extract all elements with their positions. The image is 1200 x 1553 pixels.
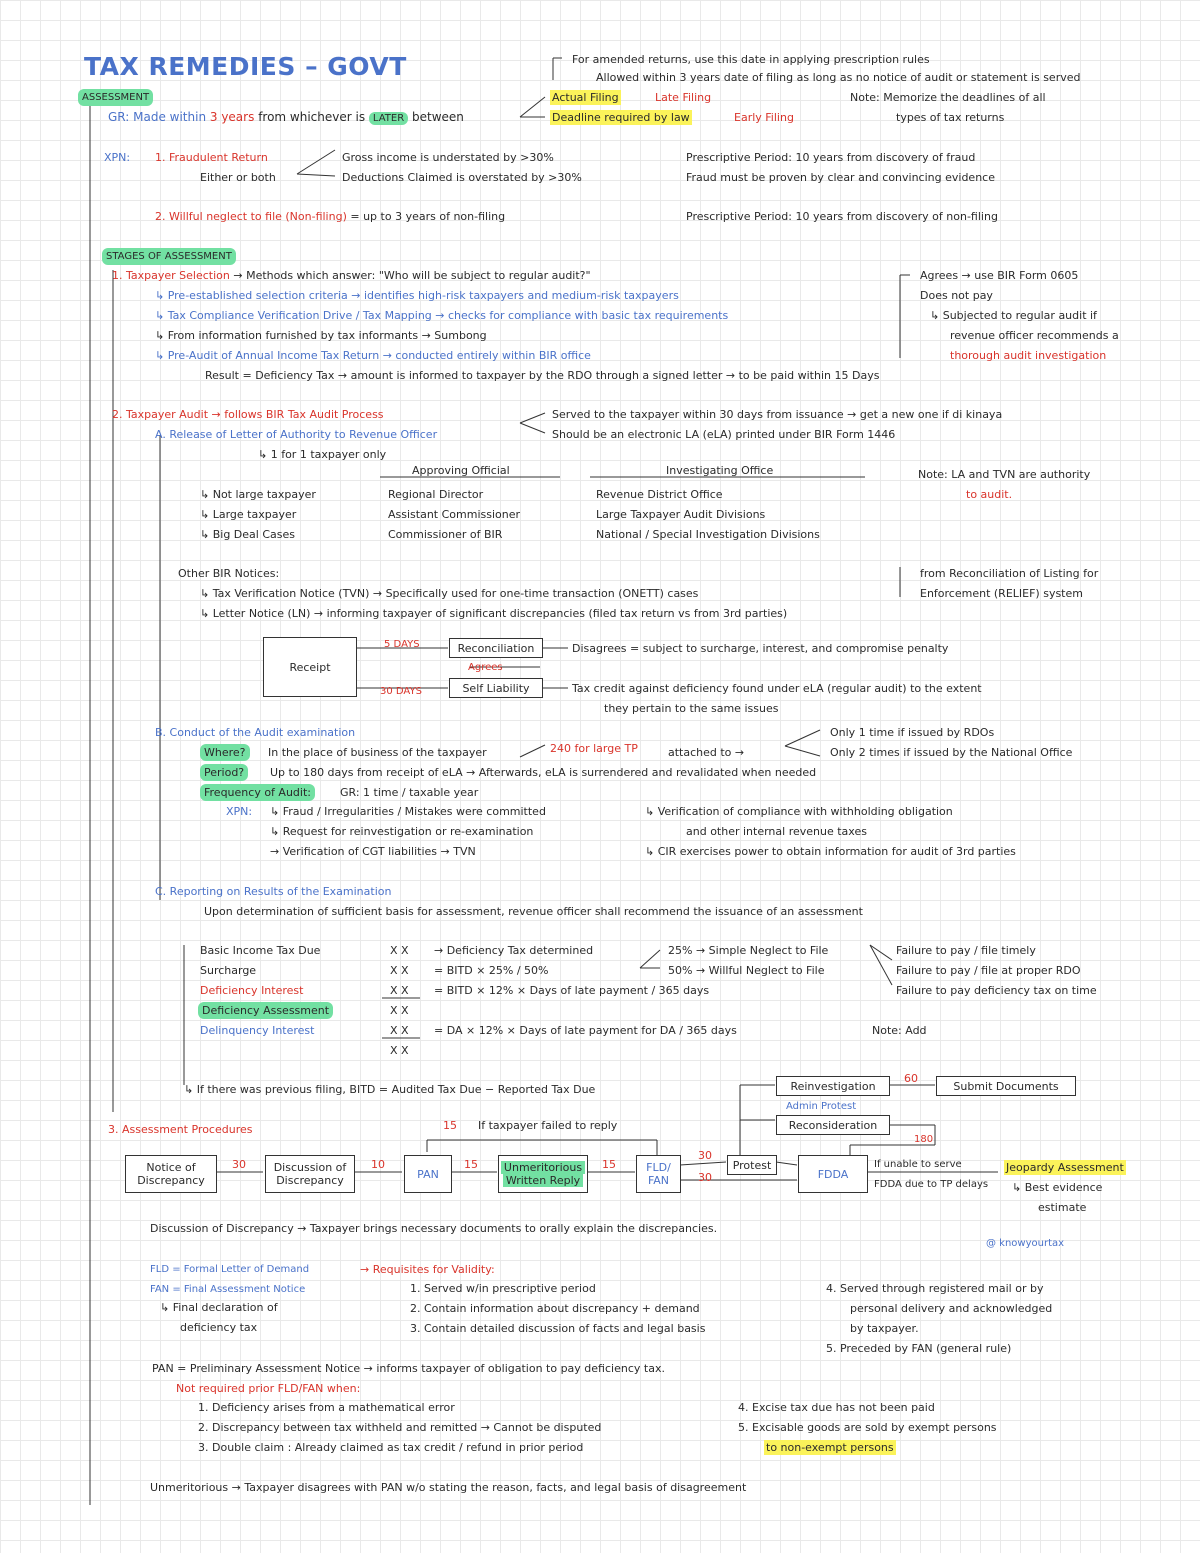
req-1: 1. Served w/in prescriptive period — [410, 1282, 596, 1295]
attached-to: attached to → — [668, 746, 745, 759]
one-for-one: ↳ 1 for 1 taxpayer only — [258, 448, 387, 461]
agrees-form: Agrees → use BIR Form 0605 — [920, 269, 1079, 282]
assessment-procedures: 3. Assessment Procedures — [108, 1123, 253, 1136]
thirty-days: 30 DAYS — [380, 686, 422, 697]
tax-credit-2: they pertain to the same issues — [604, 702, 779, 715]
req-4a: 4. Served through registered mail or by — [826, 1282, 1044, 1295]
page-title: TAX REMEDIES – GOVT — [84, 52, 407, 81]
unmeritorious-box: Unmeritorious Written Reply — [498, 1155, 588, 1193]
final-declaration-2: deficiency tax — [180, 1321, 258, 1334]
relief-1: from Reconciliation of Listing for — [920, 567, 1099, 580]
n60: 60 — [904, 1072, 918, 1085]
pan-box: PAN — [404, 1155, 452, 1193]
sur-formula: = BITD × 25% / 50% — [434, 964, 549, 977]
la-tvn-note: Note: LA and TVN are authority — [918, 468, 1091, 481]
stages-badge: STAGES OF ASSESSMENT — [102, 248, 236, 265]
row-2-office: National / Special Investigation Divisions — [596, 528, 820, 541]
xpn-label: XPN: — [104, 151, 131, 164]
xx-2: X X — [390, 964, 409, 977]
approving-official-header: Approving Official — [412, 464, 510, 477]
twice-national: Only 2 times if issued by the National Office — [830, 746, 1073, 759]
subjected-1: ↳ Subjected to regular audit if — [930, 309, 1097, 322]
disagrees: Disagrees = subject to surcharge, interest, and compromise penalty — [572, 642, 949, 655]
upon-determination: Upon determination of sufficient basis for assessment, revenue officer shall recommend the issuance of an assessment — [204, 905, 863, 918]
ln-line: ↳ Letter Notice (LN) → informing taxpayer of significant discrepancies (filed tax return vs from 3rd parties) — [200, 607, 788, 620]
taxpayer-selection: 1. Taxpayer Selection → Methods which answer: "Who will be subject to regular audit?" — [112, 269, 591, 282]
method-tcvd: ↳ Tax Compliance Verification Drive / Tax Mapping → checks for compliance with basic tax requirements — [155, 309, 729, 322]
early-filing: Early Filing — [734, 111, 794, 124]
subjected-3: thorough audit investigation — [950, 349, 1107, 362]
n30-c: 30 — [698, 1171, 712, 1184]
relief-2: Enforcement (RELIEF) system — [920, 587, 1083, 600]
conduct-audit: B. Conduct of the Audit examination — [155, 726, 356, 739]
fraud-return: 1. Fraudulent Return — [155, 151, 268, 164]
failure-2: Failure to pay / file at proper RDO — [896, 964, 1081, 977]
ela-note: Should be an electronic LA (eLA) printed under BIR Form 1446 — [552, 428, 896, 441]
p25: 25% → Simple Neglect to File — [668, 944, 829, 957]
xx-4: X X — [390, 1004, 409, 1017]
surcharge: Surcharge — [200, 964, 257, 977]
deficiency-interest: Deficiency Interest — [200, 984, 304, 997]
n15-top: 15 — [443, 1119, 457, 1132]
best-evidence-1: ↳ Best evidence — [1012, 1181, 1103, 1194]
five-days: 5 DAYS — [384, 639, 420, 650]
discussion-box: Discussion of Discrepancy — [265, 1155, 355, 1193]
deductions-overstated: Deductions Claimed is overstated by >30% — [342, 171, 582, 184]
xpn-cir: ↳ CIR exercises power to obtain information for audit of 3rd parties — [645, 845, 1016, 858]
requisites: → Requisites for Validity: — [360, 1263, 495, 1276]
delinquency-interest: Delinquency Interest — [200, 1024, 315, 1037]
unmeritorious-definition: Unmeritorious → Taxpayer disagrees with PAN w/o stating the reason, facts, and legal basis of disagreement — [150, 1481, 747, 1494]
allowed-note: Allowed within 3 years date of filing as long as no notice of audit or statement is served — [596, 71, 1081, 84]
exception-5a: 5. Excisable goods are sold by exempt persons — [738, 1421, 997, 1434]
row-1-official: Assistant Commissioner — [388, 508, 521, 521]
note-add: Note: Add — [872, 1024, 927, 1037]
fld-definition: FLD = Formal Letter of Demand — [150, 1264, 310, 1275]
once-rdo: Only 1 time if issued by RDOs — [830, 726, 995, 739]
agrees-label: Agrees — [468, 662, 503, 673]
int-formula: = BITD × 12% × Days of late payment / 365 days — [434, 984, 710, 997]
submit-documents-box: Submit Documents — [936, 1076, 1076, 1096]
jeopardy-assessment: Jeopardy Assessment — [1006, 1161, 1124, 1174]
exception-4: 4. Excise tax due has not been paid — [738, 1401, 935, 1414]
req-4b: personal delivery and acknowledged — [850, 1302, 1053, 1315]
prescriptive-nonfiling: Prescriptive Period: 10 years from discovery of non-filing — [686, 210, 998, 223]
amended-note: For amended returns, use this date in applying prescription rules — [572, 53, 930, 66]
xpn-internal: and other internal revenue taxes — [686, 825, 867, 838]
best-evidence-2: estimate — [1038, 1201, 1087, 1214]
fan-definition: FAN = Final Assessment Notice — [150, 1284, 306, 1295]
taxpayer-audit: 2. Taxpayer Audit → follows BIR Tax Audit Process — [112, 408, 384, 421]
n15-b: 15 — [464, 1158, 478, 1171]
failure-3: Failure to pay deficiency tax on time — [896, 984, 1097, 997]
n15-c: 15 — [602, 1158, 616, 1171]
xpn-withholding: ↳ Verification of compliance with withholding obligation — [645, 805, 953, 818]
req-2: 2. Contain information about discrepancy + demand — [410, 1302, 700, 1315]
protest-box: Protest — [727, 1155, 777, 1175]
unable-to-serve: If unable to serve — [874, 1159, 962, 1170]
large-tp-240: 240 for large TP — [550, 742, 638, 755]
pan-definition: PAN = Preliminary Assessment Notice → informs taxpayer of obligation to pay deficiency tax. — [152, 1362, 665, 1375]
xpn-request: ↳ Request for reinvestigation or re-examination — [270, 825, 534, 838]
n30-b: 30 — [698, 1149, 712, 1162]
exception-1: 1. Deficiency arises from a mathematical error — [198, 1401, 455, 1414]
handle: @ knowyourtax — [986, 1238, 1065, 1249]
row-2-official: Commissioner of BIR — [388, 528, 503, 541]
del-formula: = DA × 12% × Days of late payment for DA / 365 days — [434, 1024, 737, 1037]
reporting: C. Reporting on Results of the Examination — [155, 885, 392, 898]
method-criteria: ↳ Pre-established selection criteria → identifies high-risk taxpayers and medium-risk taxpayers — [155, 289, 679, 302]
deadline: Deadline required by law — [552, 111, 690, 124]
n180: 180 — [914, 1134, 934, 1145]
where-badge: Where? — [200, 744, 250, 761]
fld-fan-box: FLD/ FAN — [636, 1155, 681, 1193]
gross-understated: Gross income is understated by >30% — [342, 151, 554, 164]
freq-xpn: XPN: — [226, 805, 253, 818]
tax-credit-1: Tax credit against deficiency found under eLA (regular audit) to the extent — [572, 682, 982, 695]
method-preaudit: ↳ Pre-Audit of Annual Income Tax Return → conducted entirely within BIR office — [155, 349, 591, 362]
fdda-box: FDDA — [798, 1155, 868, 1193]
not-required: Not required prior FLD/FAN when: — [176, 1382, 361, 1395]
basic-itd: Basic Income Tax Due — [200, 944, 321, 957]
served-30-days: Served to the taxpayer within 30 days from issuance → get a new one if di kinaya — [552, 408, 1003, 421]
row-1-type: ↳ Large taxpayer — [200, 508, 297, 521]
method-informants: ↳ From information furnished by tax informants → Sumbong — [155, 329, 487, 342]
xpn-cgt: → Verification of CGT liabilities → TVN — [270, 845, 476, 858]
def-determined: → Deficiency Tax determined — [434, 944, 594, 957]
n30-a: 30 — [232, 1158, 246, 1171]
n10: 10 — [371, 1158, 385, 1171]
reinvestigation-box: Reinvestigation — [776, 1076, 890, 1096]
xx-6: X X — [390, 1044, 409, 1057]
self-liability-box: Self Liability — [449, 678, 543, 698]
where-text: In the place of business of the taxpayer — [268, 746, 487, 759]
req-4c: by taxpayer. — [850, 1322, 919, 1335]
subjected-2: revenue officer recommends a — [950, 329, 1119, 342]
release-loa: A. Release of Letter of Authority to Revenue Officer — [155, 428, 438, 441]
final-declaration-1: ↳ Final declaration of — [160, 1301, 278, 1314]
xpn-fraud: ↳ Fraud / Irregularities / Mistakes were committed — [270, 805, 546, 818]
frequency-gr: GR: 1 time / taxable year — [340, 786, 479, 799]
actual-filing: Actual Filing — [552, 91, 619, 104]
admin-protest: Admin Protest — [786, 1101, 857, 1112]
xx-5: X X — [390, 1024, 409, 1037]
notice-discrepancy-box: Notice of Discrepancy — [125, 1155, 217, 1193]
discussion-definition: Discussion of Discrepancy → Taxpayer brings necessary documents to orally explain the discrepancies. — [150, 1222, 718, 1235]
memorize-note-2: types of tax returns — [896, 111, 1005, 124]
req-3: 3. Contain detailed discussion of facts and legal basis — [410, 1322, 706, 1335]
p50: 50% → Willful Neglect to File — [668, 964, 825, 977]
frequency-badge: Frequency of Audit: — [200, 784, 315, 801]
reconciliation-box: Reconciliation — [449, 638, 543, 658]
period-badge: Period? — [200, 764, 248, 781]
failure-1: Failure to pay / file timely — [896, 944, 1036, 957]
memorize-note: Note: Memorize the deadlines of all — [850, 91, 1046, 104]
does-not-pay: Does not pay — [920, 289, 993, 302]
fraud-proof: Fraud must be proven by clear and convincing evidence — [686, 171, 995, 184]
xx-3: X X — [390, 984, 409, 997]
deficiency-assessment: Deficiency Assessment — [198, 1002, 333, 1019]
req-5: 5. Preceded by FAN (general rule) — [826, 1342, 1012, 1355]
row-0-official: Regional Director — [388, 488, 484, 501]
investigating-office-header: Investigating Office — [666, 464, 774, 477]
failed-reply: If taxpayer failed to reply — [478, 1119, 618, 1132]
exception-3: 3. Double claim : Already claimed as tax credit / refund in prior period — [198, 1441, 584, 1454]
either-both: Either or both — [200, 171, 276, 184]
row-0-office: Revenue District Office — [596, 488, 723, 501]
receipt-box: Receipt — [263, 637, 357, 697]
la-tvn-note-2: to audit. — [966, 488, 1013, 501]
exception-5b: to non-exempt persons — [766, 1441, 894, 1454]
willful-neglect: 2. Willful neglect to file (Non-filing) = up to 3 years of non-filing — [155, 210, 506, 223]
row-1-office: Large Taxpayer Audit Divisions — [596, 508, 766, 521]
row-0-type: ↳ Not large taxpayer — [200, 488, 316, 501]
other-notices: Other BIR Notices: — [178, 567, 280, 580]
period-text: Up to 180 days from receipt of eLA → Afterwards, eLA is surrendered and revalidated when needed — [270, 766, 817, 779]
tvn-line: ↳ Tax Verification Notice (TVN) → Specifically used for one-time transaction (ONETT) cases — [200, 587, 699, 600]
prescriptive-fraud: Prescriptive Period: 10 years from discovery of fraud — [686, 151, 976, 164]
xx-1: X X — [390, 944, 409, 957]
assessment-badge: ASSESSMENT — [78, 89, 153, 106]
fdda-due: FDDA due to TP delays — [874, 1179, 989, 1190]
row-2-type: ↳ Big Deal Cases — [200, 528, 295, 541]
gr-line: GR: Made within 3 years from whichever is LATER between — [108, 110, 464, 124]
reconsideration-box: Reconsideration — [776, 1115, 890, 1135]
exception-2: 2. Discrepancy between tax withheld and remitted → Cannot be disputed — [198, 1421, 602, 1434]
previous-filing: ↳ If there was previous filing, BITD = Audited Tax Due − Reported Tax Due — [184, 1083, 596, 1096]
late-filing: Late Filing — [655, 91, 712, 104]
result-deficiency: Result = Deficiency Tax → amount is informed to taxpayer by the RDO through a signed letter → to be paid within 15 Days — [205, 369, 880, 382]
